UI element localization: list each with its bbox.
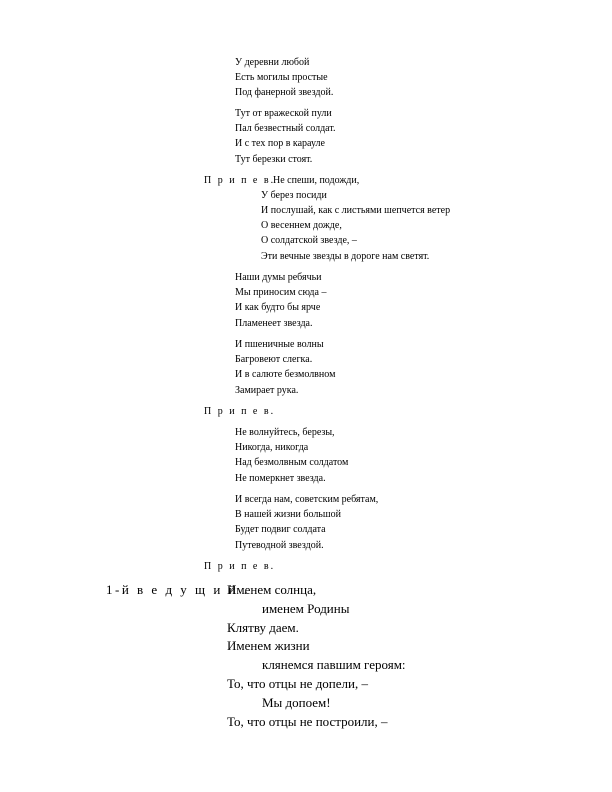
verse3-line-1: Наши думы ребячьи [235,272,322,283]
verse1-line-1: У деревни любой [235,57,310,68]
verse2-line-4: Тут березки стоят. [235,154,313,165]
speaker-line-1: Именем солнца, [227,582,317,597]
verse5-line-1: Не волнуйтесь, березы, [235,427,335,438]
speaker-line-5: клянемся павшим героям: [262,657,406,672]
speaker-line-4: Именем жизни [227,638,310,653]
chorus-line-2: И послушай, как с листьями шепчется ветер [261,205,451,216]
verse6-line-3: Будет подвиг солдата [235,524,326,535]
verse2-line-2: Пал безвестный солдат. [235,123,336,134]
verse4-line-2: Багровеют слегка. [235,354,313,365]
verse1-line-2: Есть могилы простые [235,72,328,83]
verse4-line-3: И в салюте безмолвном [235,369,336,380]
speaker-line-3: Клятву даем. [227,620,299,635]
speaker-line-7: Мы допоем! [262,695,331,710]
verse4-line-1: И пшеничные волны [235,339,324,350]
chorus-line-4: О солдатской звезде, – [261,235,357,246]
verse5-line-4: Не померкнет звезда. [235,473,326,484]
verse3-line-4: Пламенеет звезда. [235,318,313,329]
chorus-first-line: Не спеши, подожди, [273,175,360,186]
speaker-line-6: То, что отцы не допели, – [227,676,368,691]
verse3-line-3: И как будто бы ярче [235,302,321,313]
verse4-line-4: Замирает рука. [235,385,299,396]
verse2-line-3: И с тех пор в карауле [235,138,325,149]
chorus-label: П р и п е в. [204,175,276,186]
chorus-repeat-label-2: П р и п е в. [204,561,276,572]
chorus-line-3: О весеннем дожде, [261,220,342,231]
verse6-line-1: И всегда нам, советским ребятам, [235,494,379,505]
speaker-label: 1-й в е д у щ и й . [106,582,250,597]
verse1-line-3: Под фанерной звездой. [235,87,334,98]
verse6-line-4: Путеводной звездой. [235,540,324,551]
chorus-line-1: У берез посиди [261,190,327,201]
verse5-line-3: Над безмолвным солдатом [235,457,349,468]
speaker-line-2: именем Родины [262,601,350,616]
chorus-line-5: Эти вечные звезды в дороге нам светят. [261,251,430,262]
verse2-line-1: Тут от вражеской пули [235,108,332,119]
chorus-repeat-label-1: П р и п е в. [204,406,276,417]
verse6-line-2: В нашей жизни большой [235,509,341,520]
verse3-line-2: Мы приносим сюда – [235,287,327,298]
verse5-line-2: Никогда, никогда [235,442,309,453]
speaker-line-8: То, что отцы не построили, – [227,714,388,729]
